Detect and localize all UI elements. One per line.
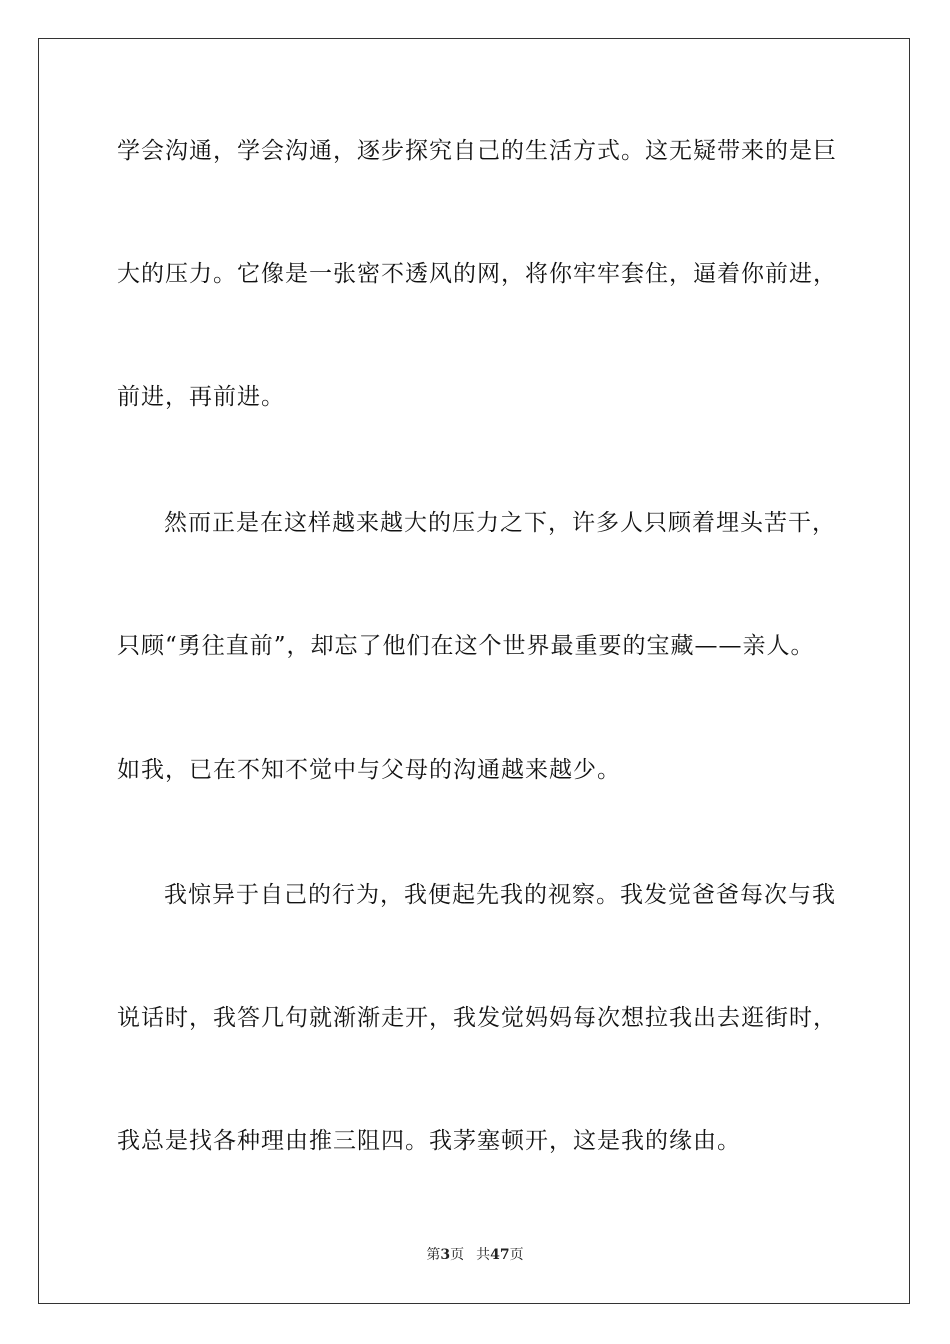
paragraph-start-line: 我惊异于自己的行为，我便起先我的视察。我发觉爸爸每次与我 xyxy=(164,882,836,908)
paragraph-start-line: 然而正是在这样越来越大的压力之下，许多人只顾着埋头苦干， xyxy=(164,510,836,536)
text-line: 学会沟通，学会沟通，逐步探究自己的生活方式。这无疑带来的是巨 xyxy=(117,138,837,164)
total-prefix: 共 xyxy=(476,1247,491,1263)
page-suffix: 页 xyxy=(450,1247,465,1263)
text-line: 大的压力。它像是一张密不透风的网，将你牢牢套住，逼着你前进， xyxy=(117,261,837,287)
text-line: 只顾“勇往直前”，却忘了他们在这个世界最重要的宝藏——亲人。 xyxy=(117,633,815,659)
total-pages: 47 xyxy=(490,1247,510,1263)
total-suffix: 页 xyxy=(509,1247,524,1263)
page-footer xyxy=(0,1246,950,1264)
page-prefix: 第 xyxy=(426,1247,441,1263)
text-line: 前进，再前进。 xyxy=(117,384,285,410)
text-line: 我总是找各种理由推三阻四。我茅塞顿开，这是我的缘由。 xyxy=(117,1128,741,1154)
text-line: 说话时，我答几句就渐渐走开，我发觉妈妈每次想拉我出去逛街时， xyxy=(117,1005,837,1031)
page-border xyxy=(38,38,910,1304)
text-line: 如我，已在不知不觉中与父母的沟通越来越少。 xyxy=(117,757,621,783)
page-number: 3 xyxy=(440,1247,451,1263)
